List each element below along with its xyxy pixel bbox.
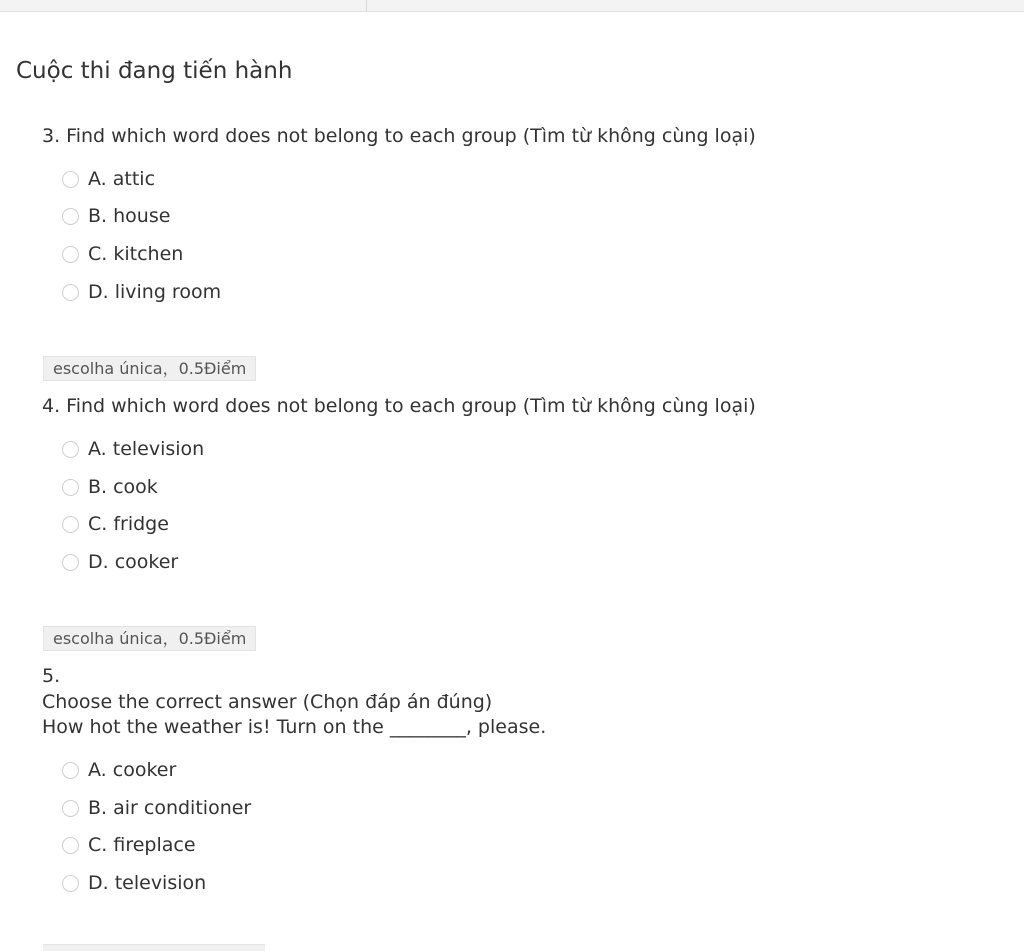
question-5-number: 5. bbox=[42, 665, 61, 687]
question-3-option-a[interactable] bbox=[62, 166, 155, 192]
option-label: C. fridge bbox=[88, 513, 169, 535]
radio-button[interactable] bbox=[62, 554, 79, 571]
option-label: D. cooker bbox=[88, 551, 179, 573]
question-4-text: 4. Find which word does not belong to each group (Tìm từ không cùng loại) bbox=[42, 395, 756, 417]
radio-button[interactable] bbox=[62, 516, 79, 533]
question-4-option-d[interactable] bbox=[62, 549, 178, 575]
question-5-option-b[interactable] bbox=[62, 795, 251, 821]
top-bar-divider bbox=[366, 0, 367, 11]
question-5-option-c[interactable] bbox=[62, 832, 196, 858]
question-type-badge: escolha única，0.5Điểm bbox=[43, 356, 256, 381]
radio-button[interactable] bbox=[62, 171, 79, 188]
option-label: D. television bbox=[88, 872, 207, 894]
radio-button[interactable] bbox=[62, 441, 79, 458]
question-5-option-a[interactable] bbox=[62, 757, 176, 783]
question-3-option-d[interactable] bbox=[62, 279, 221, 305]
question-5-instruction: Choose the correct answer (Chọn đáp án đúng) bbox=[42, 691, 493, 713]
radio-button[interactable] bbox=[62, 208, 79, 225]
option-label: A. cooker bbox=[88, 759, 177, 781]
radio-button[interactable] bbox=[62, 837, 79, 854]
radio-button[interactable] bbox=[62, 762, 79, 779]
question-type-badge: escolha única，0.5Điểm bbox=[43, 626, 256, 651]
question-5-option-d[interactable] bbox=[62, 870, 206, 896]
option-label: A. television bbox=[88, 438, 205, 460]
question-4-option-b[interactable] bbox=[62, 474, 158, 500]
top-bar bbox=[0, 0, 1024, 12]
option-label: D. living room bbox=[88, 281, 222, 303]
question-3-text: 3. Find which word does not belong to each group (Tìm từ không cùng loại) bbox=[42, 125, 756, 147]
radio-button[interactable] bbox=[62, 479, 79, 496]
question-4-option-c[interactable] bbox=[62, 511, 169, 537]
radio-button[interactable] bbox=[62, 800, 79, 817]
question-3-option-b[interactable] bbox=[62, 203, 170, 229]
radio-button[interactable] bbox=[62, 246, 79, 263]
page-title: Cuộc thi đang tiến hành bbox=[16, 58, 293, 84]
radio-button[interactable] bbox=[62, 284, 79, 301]
question-5-sentence: How hot the weather is! Turn on the ________, please. bbox=[42, 716, 547, 738]
option-label: B. house bbox=[88, 205, 171, 227]
option-label: B. cook bbox=[88, 476, 158, 498]
option-label: B. air conditioner bbox=[88, 797, 252, 819]
option-label: C. fireplace bbox=[88, 834, 196, 856]
radio-button[interactable] bbox=[62, 875, 79, 892]
option-label: C. kitchen bbox=[88, 243, 184, 265]
question-4-option-a[interactable] bbox=[62, 436, 204, 462]
question-3-option-c[interactable] bbox=[62, 241, 183, 267]
option-label: A. attic bbox=[88, 168, 156, 190]
